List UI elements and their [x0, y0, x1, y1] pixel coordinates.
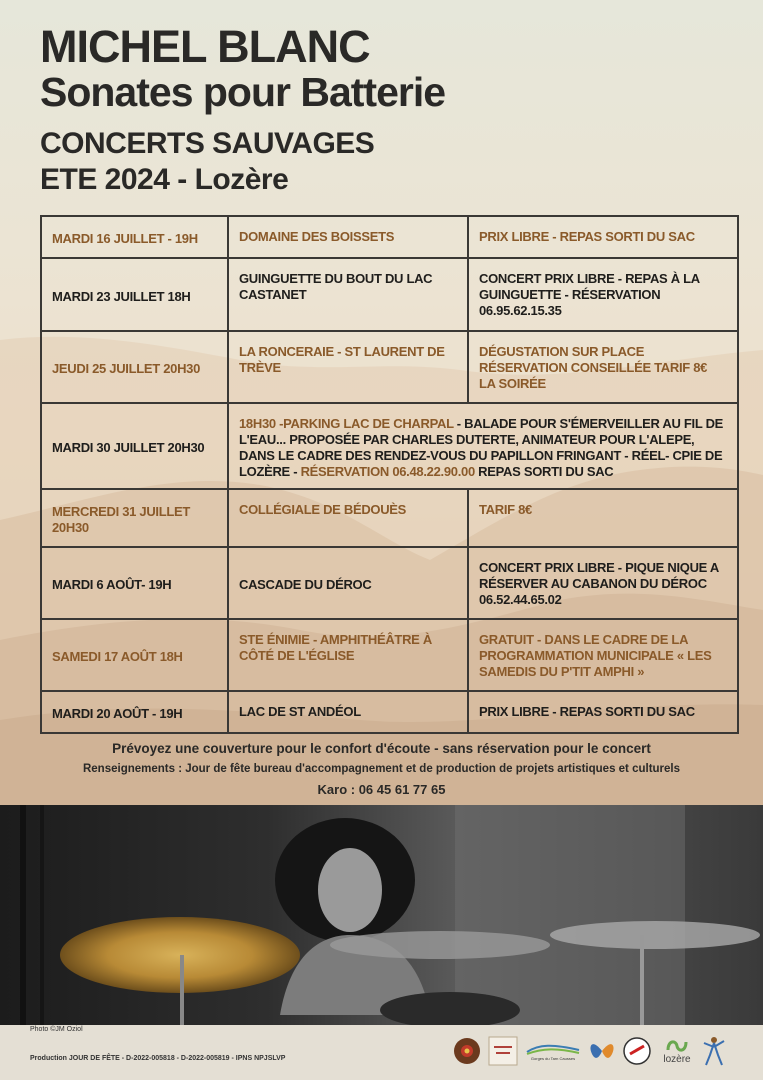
reservation-phone: RÉSERVATION 06.48.22.90.00: [300, 464, 475, 479]
table-row: [41, 258, 738, 331]
place-cell: LA RONCERAIE - ST LAURENT DE TRÈVE: [228, 331, 468, 403]
place-cell: COLLÉGIALE DE BÉDOUÈS: [228, 489, 468, 547]
schedule-table: [40, 215, 739, 734]
date-cell: JEUDI 25 JUILLET 20H30: [41, 331, 228, 403]
meal-note: REPAS SORTI DU SAC: [474, 464, 614, 479]
drummer-photo: [0, 805, 763, 1025]
date-cell: MARDI 16 JUILLET - 19H: [41, 216, 228, 258]
info-cell: TARIF 8€: [468, 489, 738, 547]
place-cell: CASCADE DU DÉROC: [228, 547, 468, 619]
contact-phone: Karo : 06 45 61 77 65: [317, 782, 446, 797]
table-row: [41, 489, 738, 547]
place-cell: STE ÉNIMIE - AMPHITHÉÂTRE À CÔTÉ DE L'ÉGLISE: [228, 619, 468, 691]
table-row: [41, 547, 738, 619]
season-title: ETE 2024 - Lozère: [40, 163, 289, 196]
info-cell: PRIX LIBRE - REPAS SORTI DU SAC: [468, 216, 738, 258]
place-cell: LAC DE ST ANDÉOL: [228, 691, 468, 733]
gorges-du-tarn-logo-icon: [524, 1036, 582, 1066]
drummer-illustration: [0, 805, 763, 1025]
table-row: [41, 216, 738, 258]
table-row: [41, 691, 738, 733]
info-cell: PRIX LIBRE - REPAS SORTI DU SAC: [468, 691, 738, 733]
table-row: [41, 619, 738, 691]
date-cell: MARDI 6 AOÛT- 19H: [41, 547, 228, 619]
blanket-note: Prévoyez une couverture pour le confort d'écoute - sans réservation pour le concert: [112, 741, 651, 756]
artist-name: MICHEL BLANC: [40, 21, 370, 72]
date-cell: MARDI 20 AOÛT - 19H: [41, 691, 228, 733]
series-title: CONCERTS SAUVAGES: [40, 127, 375, 160]
lozere-logo-label: lozère: [663, 1053, 691, 1065]
place-cell: [228, 403, 738, 489]
flower-logo-icon: [452, 1036, 482, 1066]
place-cell: GUINGUETTE DU BOUT DU LAC CASTANET: [228, 258, 468, 331]
meeting-point: 18H30 -PARKING LAC DE CHARPAL: [239, 416, 454, 431]
show-title: Sonates pour Batterie: [40, 69, 446, 115]
info-cell: DÉGUSTATION SUR PLACE RÉSERVATION CONSEILLÉE TARIF 8€ LA SOIRÉE: [468, 331, 738, 403]
table-row: [41, 331, 738, 403]
info-cell: GRATUIT - DANS LE CADRE DE LA PROGRAMMATION MUNICIPALE « LES SAMEDIS DU P'TIT AMPHI »: [468, 619, 738, 691]
table-row: [41, 403, 738, 489]
place-cell: DOMAINE DES BOISSETS: [228, 216, 468, 258]
photo-credit: Photo ©JM Oziol: [30, 1026, 83, 1033]
partner-logos: [452, 1033, 726, 1069]
contact-note: Renseignements : Jour de fête bureau d'accompagnement et de production de projets artistiques et culturels: [82, 763, 681, 775]
header: [40, 21, 740, 198]
jour-de-fete-logo-icon: [488, 1036, 518, 1066]
walk-description: - BALADE POUR S'ÉMERVEILLER AU FIL DE L'EAU... PROPOSÉE PAR CHARLES DUTERTE, ANIMATEUR POUR L'ALEPE, DANS LE CADRE DES RENDEZ-VOUS DU PAPILLON FRINGANT - RÉEL- CPIE DE LOZÈRE -: [239, 416, 724, 479]
info-cell: CONCERT PRIX LIBRE - PIQUE NIQUE A RÉSERVER AU CABANON DU DÉROC 06.52.44.65.02: [468, 547, 738, 619]
butterfly-logo-icon: [588, 1036, 616, 1066]
info-notes: [0, 741, 763, 798]
dancer-logo-icon: [702, 1036, 726, 1066]
info-cell: CONCERT PRIX LIBRE - REPAS À LA GUINGUETTE - RÉSERVATION 06.95.62.15.35: [468, 258, 738, 331]
gorges-logo-label: Gorges du Tarn Causses: [530, 1055, 576, 1061]
date-cell: MARDI 23 JUILLET 18H: [41, 258, 228, 331]
date-cell: MERCREDI 31 JUILLET 20H30: [41, 489, 228, 547]
production-line: Production JOUR DE FÊTE - D-2022-005818 - D-2022-005819 - IPNS NPJSLVP: [30, 1055, 286, 1062]
date-cell: MARDI 30 JUILLET 20H30: [41, 403, 228, 489]
date-cell: SAMEDI 17 AOÛT 18H: [41, 619, 228, 691]
circle-logo-icon: [622, 1036, 652, 1066]
lozere-logo-icon: [658, 1036, 696, 1066]
